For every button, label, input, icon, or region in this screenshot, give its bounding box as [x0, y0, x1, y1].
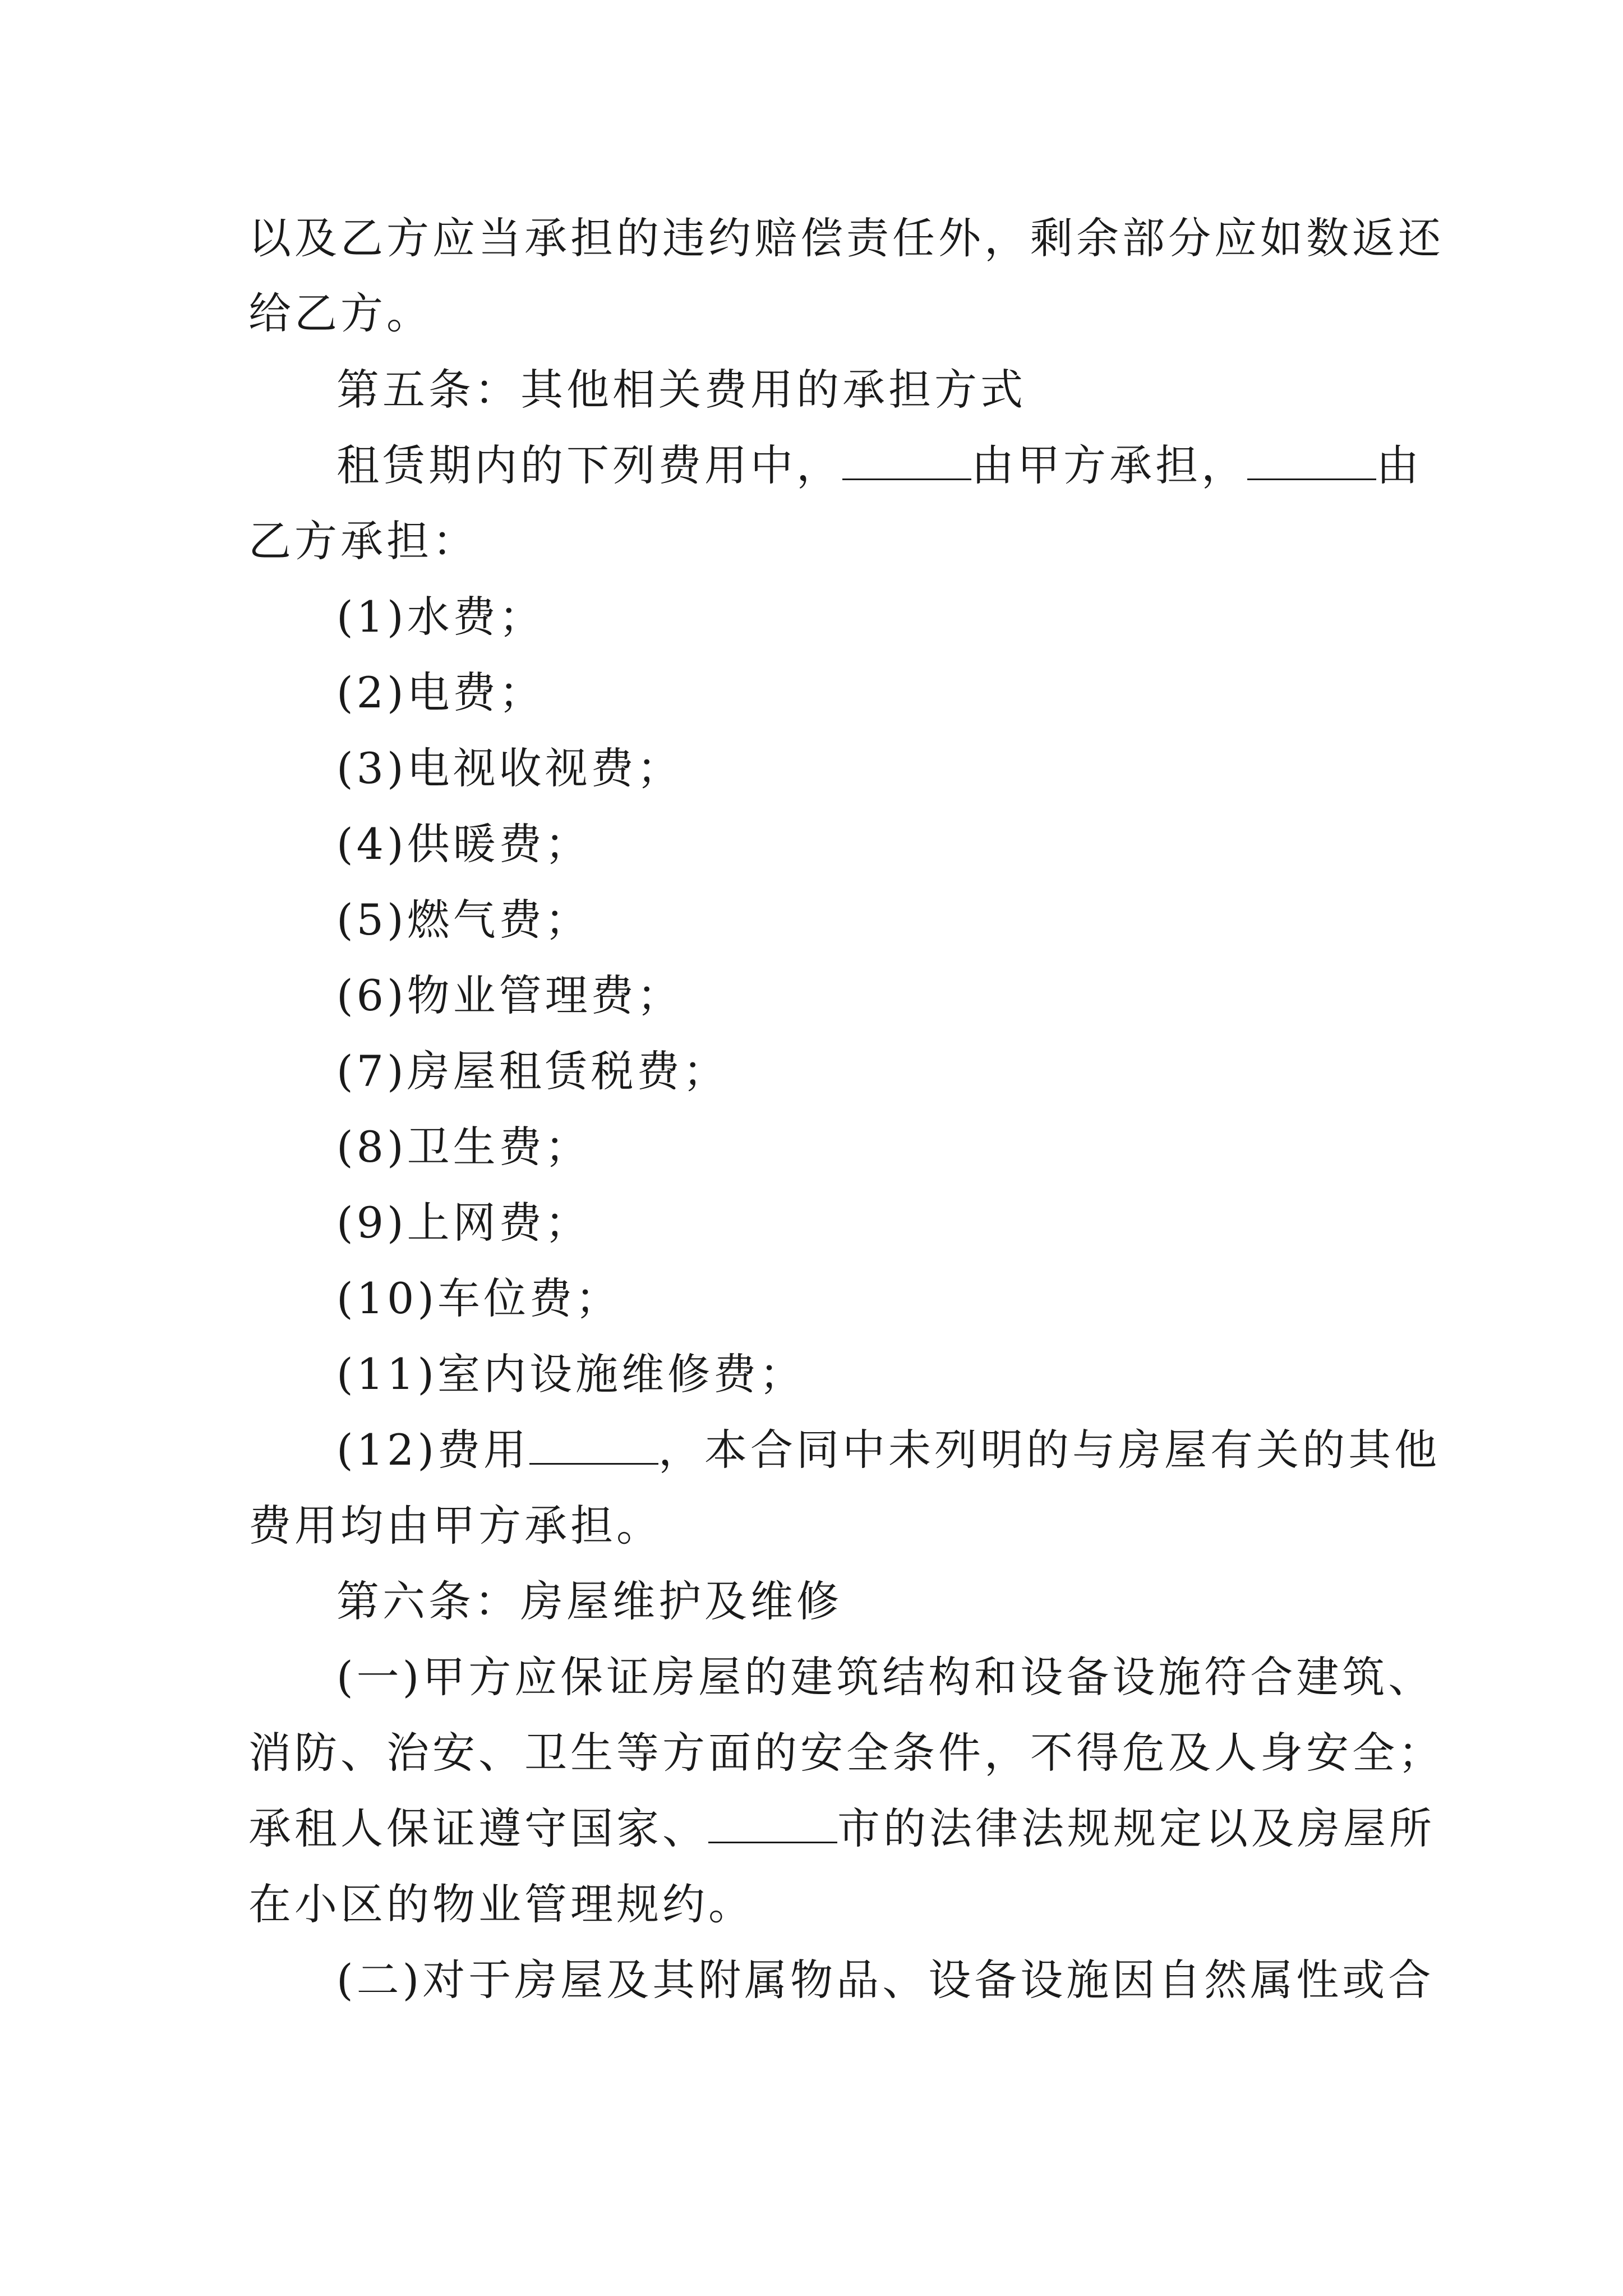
fill-in-blank[interactable] [1247, 439, 1376, 480]
text-segment: (6)物业管理费； [336, 970, 683, 1020]
text-segment: (一)甲方应保证房屋的建筑结构和设备设施符合建筑、 [336, 1652, 1435, 1702]
text-segment: (11)室内设施维修费； [336, 1349, 806, 1399]
text-segment: 由甲方承担， [971, 440, 1247, 490]
list-item [336, 740, 683, 797]
list-item [336, 1346, 805, 1402]
list-item [336, 892, 591, 948]
list-item [336, 968, 683, 1024]
text-segment: (4)供暖费； [336, 819, 591, 869]
fill-in-blank[interactable] [708, 1802, 837, 1843]
text-segment: 以及乙方应当承担的违约赔偿责任外，剩余部分应如数返还 [248, 213, 1444, 263]
text-segment: ，本合同中未列明的与房屋有关的其他 [658, 1425, 1441, 1475]
text-segment: (10)车位费； [336, 1273, 622, 1323]
text-segment: 在小区的物业管理规约。 [248, 1879, 754, 1929]
text-line [248, 210, 1444, 266]
text-segment: (9)上网费； [336, 1198, 591, 1248]
list-item [336, 589, 545, 645]
text-segment: 乙方承担： [248, 516, 478, 566]
text-segment: 给乙方。 [248, 288, 432, 338]
list-item [336, 1119, 591, 1175]
section-heading [336, 1573, 842, 1630]
text-line [336, 1649, 1434, 1705]
text-line [248, 1498, 662, 1554]
text-segment: 费用均由甲方承担。 [248, 1501, 662, 1550]
fill-in-blank[interactable] [529, 1424, 658, 1465]
text-segment: (7)房屋租赁税费； [336, 1046, 729, 1096]
list-item [336, 1422, 1440, 1478]
section-heading [336, 362, 1026, 418]
text-line [248, 513, 478, 569]
text-line [336, 438, 1422, 494]
text-segment: 消防、治安、卫生等方面的安全条件，不得危及人身安全； [248, 1728, 1444, 1778]
text-line [248, 1876, 754, 1932]
text-segment: 市的法律法规规定以及房屋所 [837, 1803, 1435, 1853]
text-segment: (3)电视收视费； [336, 743, 683, 793]
list-item [336, 1271, 621, 1327]
text-line [248, 1801, 1435, 1857]
text-segment: (8)卫生费； [336, 1122, 591, 1172]
text-line [248, 286, 432, 342]
list-item [336, 1043, 729, 1099]
list-item [336, 1195, 591, 1251]
text-segment: 承租人保证遵守国家、 [248, 1803, 708, 1853]
text-line [248, 1725, 1444, 1781]
text-segment: (1)水费； [336, 592, 545, 642]
list-item [336, 665, 545, 721]
fill-in-blank[interactable] [842, 439, 971, 480]
text-segment: 由 [1376, 440, 1422, 490]
text-segment: (2)电费； [336, 668, 545, 717]
text-segment: (12)费用 [336, 1425, 530, 1475]
text-segment: 第六条：房屋维护及维修 [336, 1576, 842, 1626]
text-segment: 租赁期内的下列费用中， [336, 440, 842, 490]
text-segment: (5)燃气费； [336, 895, 591, 945]
text-segment: 第五条：其他相关费用的承担方式 [336, 365, 1026, 415]
text-segment: (二)对于房屋及其附属物品、设备设施因自然属性或合 [336, 1955, 1435, 2005]
text-line [336, 1952, 1434, 2008]
list-item [336, 816, 591, 872]
